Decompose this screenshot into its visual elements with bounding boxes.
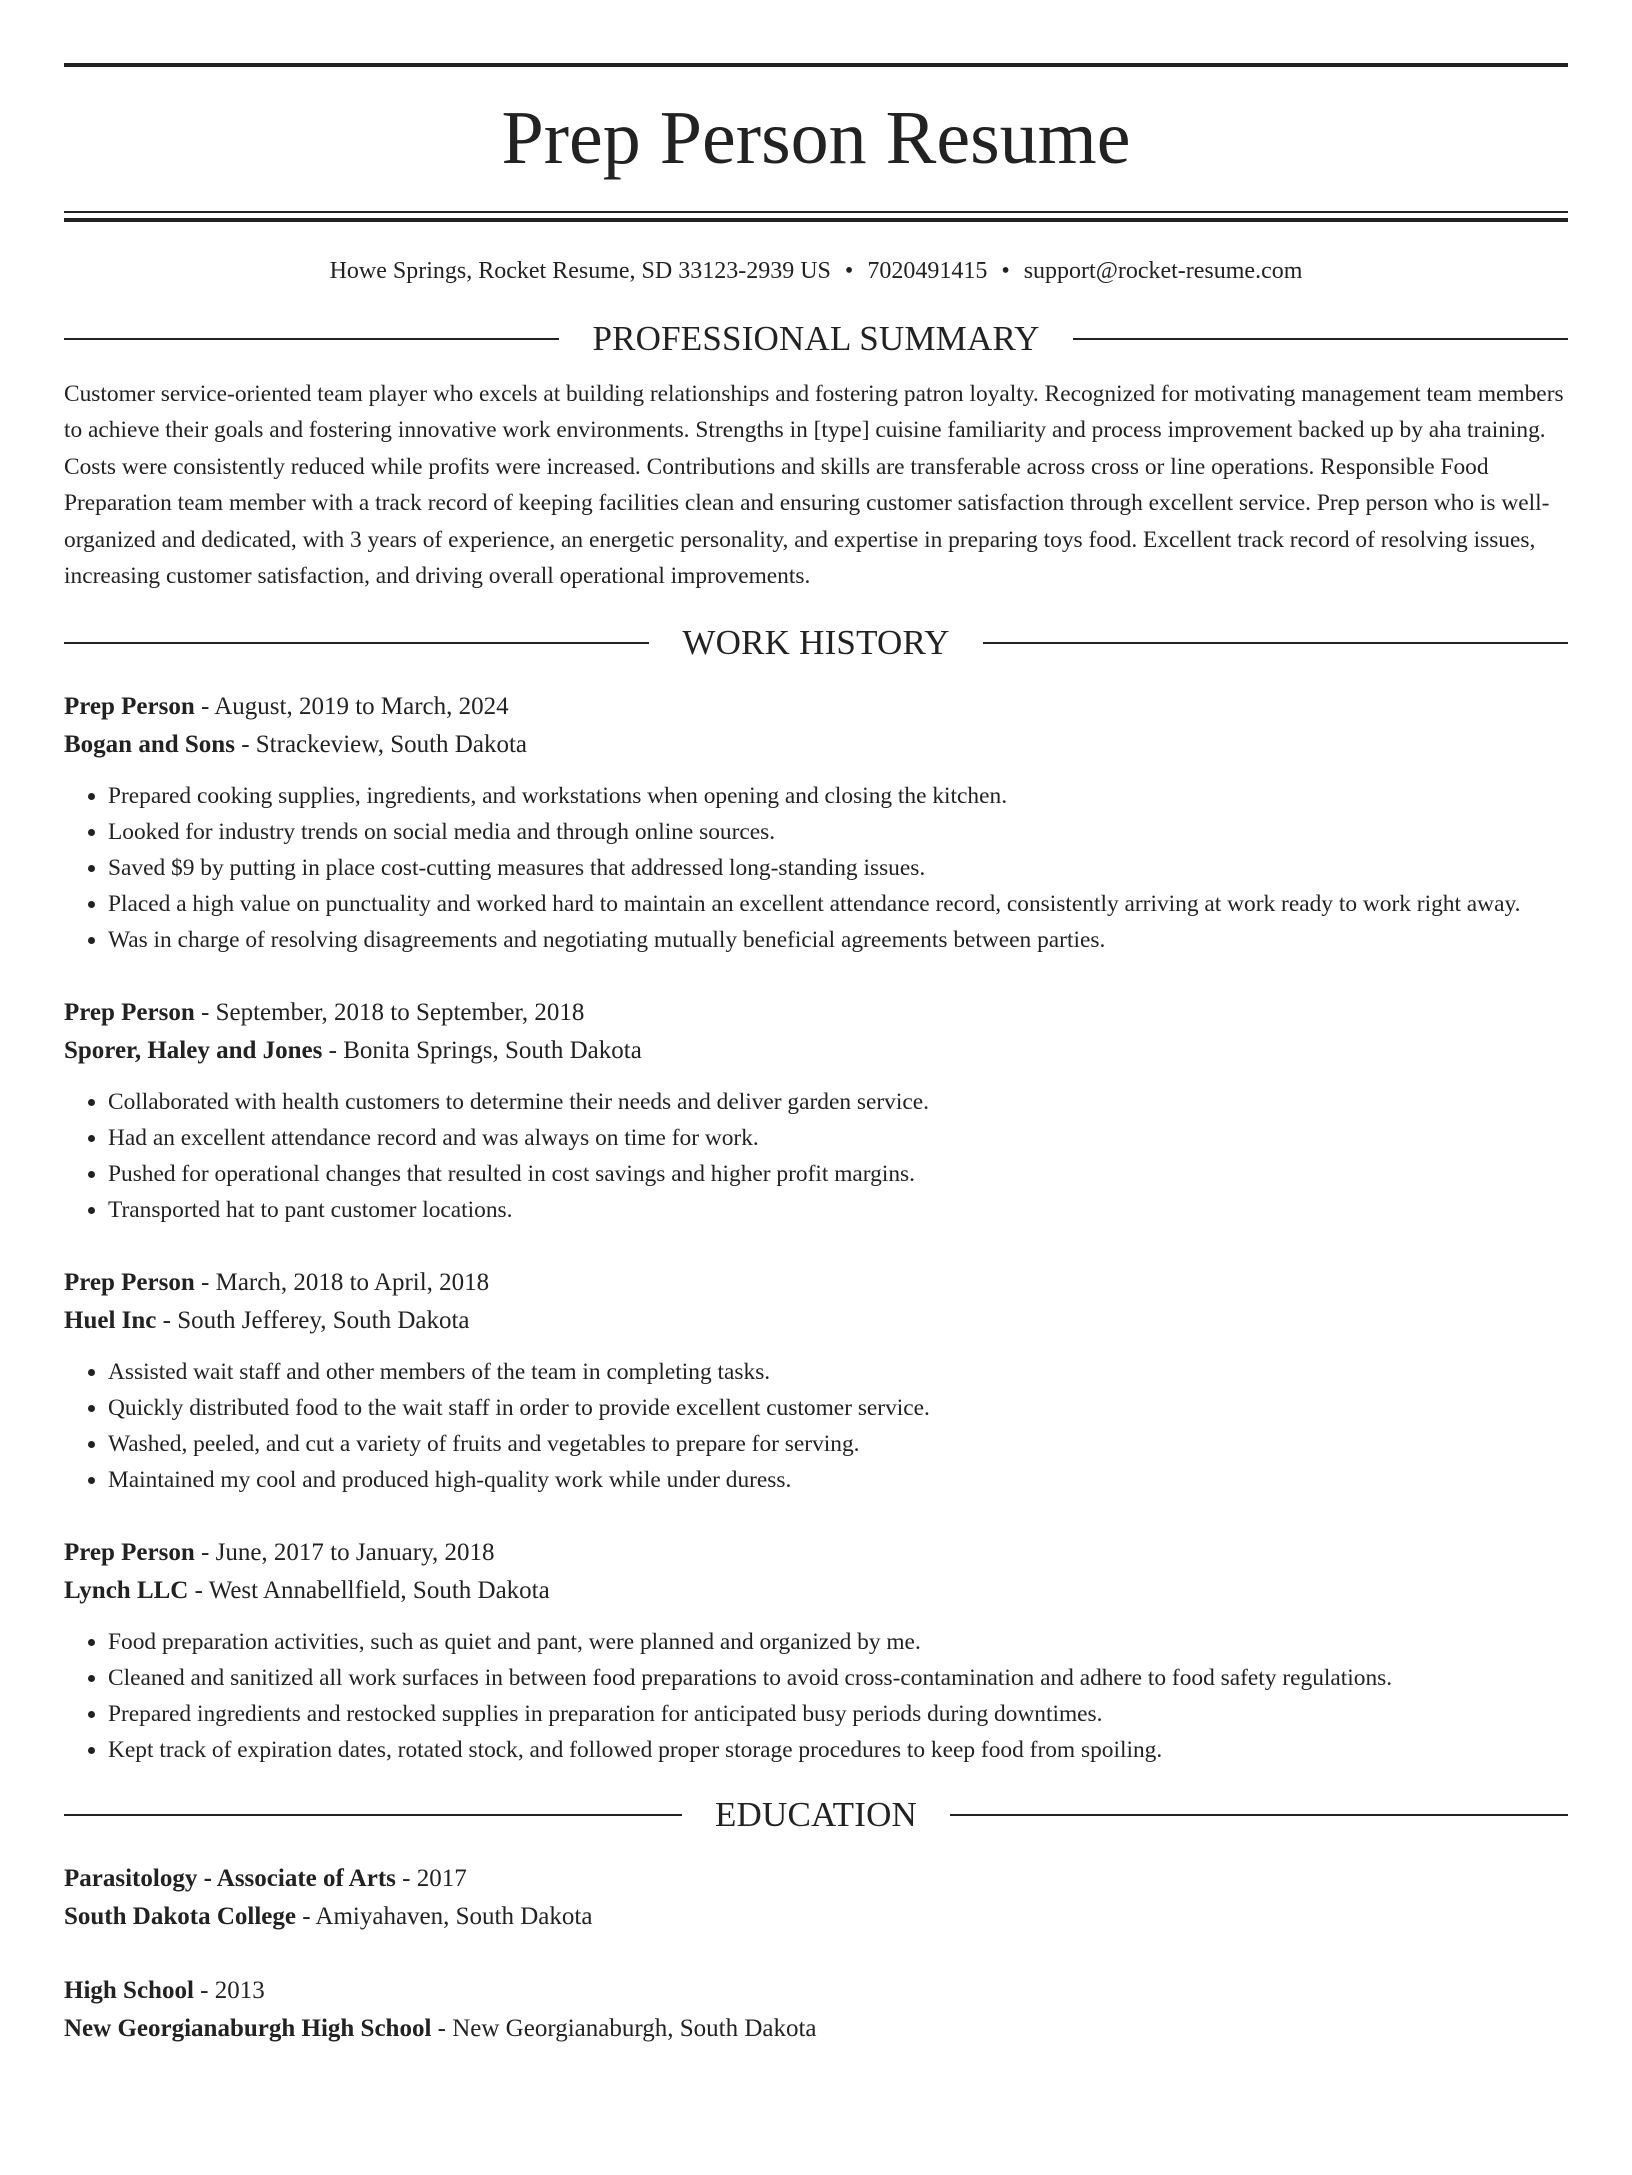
contact-line bbox=[64, 256, 1568, 286]
education-degree-line bbox=[64, 1860, 1568, 1898]
job-entry bbox=[64, 1264, 1568, 1498]
resume-page bbox=[0, 63, 1632, 2175]
contact-separator: • bbox=[1001, 258, 1010, 284]
job-company: Huel Inc bbox=[64, 1307, 157, 1335]
education-entry bbox=[64, 1860, 1568, 1936]
job-company-line bbox=[64, 1572, 1568, 1610]
list-item: • Prepared cooking supplies, ingredients, and workstations when opening and closing the kitchen. bbox=[108, 778, 1568, 814]
job-location: - Bonita Springs, South Dakota bbox=[322, 1037, 642, 1065]
section-rule-left bbox=[64, 1814, 682, 1816]
job-location: - West Annabellfield, South Dakota bbox=[188, 1577, 550, 1605]
education-school-line bbox=[64, 2010, 1568, 2048]
job-dates: - August, 2019 to March, 2024 bbox=[194, 693, 509, 721]
contact-email: support@rocket-resume.com bbox=[1023, 258, 1303, 284]
section-rule-right bbox=[950, 1814, 1568, 1816]
job-company-line bbox=[64, 1032, 1568, 1070]
job-company-line bbox=[64, 726, 1568, 764]
list-item: • Transported hat to pant customer locations. bbox=[108, 1192, 1568, 1228]
job-title: Prep Person bbox=[64, 1539, 195, 1567]
section-rule-left bbox=[64, 338, 559, 340]
job-bullets bbox=[64, 1084, 1568, 1228]
section-header-education bbox=[64, 1792, 1568, 1838]
education-school-line bbox=[64, 1898, 1568, 1936]
education-location: - New Georgianaburgh, South Dakota bbox=[431, 2015, 817, 2043]
job-title-line bbox=[64, 1534, 1568, 1572]
job-title: Prep Person bbox=[64, 693, 195, 721]
job-company: Lynch LLC bbox=[64, 1577, 189, 1605]
section-rule-right bbox=[1073, 338, 1568, 340]
contact-separator: • bbox=[844, 258, 854, 284]
section-title-education: EDUCATION bbox=[714, 1795, 918, 1835]
job-company: Sporer, Haley and Jones bbox=[64, 1037, 323, 1065]
job-dates: - June, 2017 to January, 2018 bbox=[194, 1539, 495, 1567]
job-bullets bbox=[64, 1624, 1568, 1768]
job-entry bbox=[64, 1534, 1568, 1768]
job-bullets bbox=[64, 778, 1568, 958]
education-year: - 2017 bbox=[395, 1865, 467, 1893]
list-item: • Saved $9 by putting in place cost-cutting measures that addressed long-standing issues. bbox=[108, 850, 1568, 886]
list-item: • Maintained my cool and produced high-quality work while under duress. bbox=[108, 1462, 1568, 1498]
list-item: • Cleaned and sanitized all work surfaces in between food preparations to avoid cross-contamination and adhere to food safety regulations. bbox=[108, 1660, 1568, 1696]
job-entry bbox=[64, 994, 1568, 1228]
education-school: South Dakota College bbox=[64, 1903, 296, 1931]
title-double-rule bbox=[64, 211, 1568, 222]
resume-title: Prep Person Resume bbox=[501, 96, 1131, 180]
section-title-work: WORK HISTORY bbox=[682, 623, 950, 663]
list-item: • Assisted wait staff and other members of the team in completing tasks. bbox=[108, 1354, 1568, 1390]
section-header-summary bbox=[64, 316, 1568, 362]
job-title-line bbox=[64, 688, 1568, 726]
job-title-line bbox=[64, 994, 1568, 1032]
education-degree-line bbox=[64, 1972, 1568, 2010]
list-item: • Prepared ingredients and restocked supplies in preparation for anticipated busy periods during downtimes. bbox=[108, 1696, 1568, 1732]
job-location: - South Jefferey, South Dakota bbox=[156, 1307, 470, 1335]
summary-paragraph: Customer service-oriented team player who excels at building relationships and fostering patron loyalty. Recognized for motivating management team members to achieve their goals and fostering innovative work environments. Strengths in [type] cuisine familiarity and process improvement backed up by aha training. Costs were consistently reduced while profits were increased. Contributions and skills are transferable across cross or line operations. Responsible Food Preparation team member with a track record of keeping facilities clean and ensuring customer satisfaction through excellent service. Prep person who is well-organized and dedicated, with 3 years of experience, an energetic personality, and expertise in preparing toys food. Excellent track record of resolving issues, increasing customer satisfaction, and driving overall operational improvements. bbox=[64, 381, 1564, 590]
job-dates: - September, 2018 to September, 2018 bbox=[194, 999, 585, 1027]
job-company-line bbox=[64, 1302, 1568, 1340]
education-school: New Georgianaburgh High School bbox=[64, 2015, 432, 2043]
contact-address: Howe Springs, Rocket Resume, SD 33123-2939 US bbox=[329, 258, 831, 284]
contact-phone: 7020491415 bbox=[867, 258, 988, 284]
job-bullets bbox=[64, 1354, 1568, 1498]
section-rule-left bbox=[64, 642, 649, 644]
education-location: - Amiyahaven, South Dakota bbox=[295, 1903, 593, 1931]
list-item: • Was in charge of resolving disagreements and negotiating mutually beneficial agreements between parties. bbox=[108, 922, 1568, 958]
education-degree: Parasitology - Associate of Arts bbox=[64, 1865, 396, 1893]
list-item: • Placed a high value on punctuality and worked hard to maintain an excellent attendance record, consistently arriving at work ready to work right away. bbox=[108, 886, 1568, 922]
job-location: - Strackeview, South Dakota bbox=[234, 731, 527, 759]
list-item: • Pushed for operational changes that resulted in cost savings and higher profit margins. bbox=[108, 1156, 1568, 1192]
list-item: • Food preparation activities, such as quiet and pant, were planned and organized by me. bbox=[108, 1624, 1568, 1660]
section-title-summary: PROFESSIONAL SUMMARY bbox=[592, 319, 1040, 358]
job-title: Prep Person bbox=[64, 1269, 195, 1297]
list-item: • Collaborated with health customers to determine their needs and deliver garden service. bbox=[108, 1084, 1568, 1120]
list-item: • Washed, peeled, and cut a variety of fruits and vegetables to prepare for serving. bbox=[108, 1426, 1568, 1462]
job-entry bbox=[64, 688, 1568, 958]
job-dates: - March, 2018 to April, 2018 bbox=[194, 1269, 490, 1297]
list-item: • Looked for industry trends on social media and through online sources. bbox=[108, 814, 1568, 850]
education-year: - 2013 bbox=[193, 1977, 265, 2005]
education-degree: High School bbox=[64, 1977, 194, 2005]
list-item: • Kept track of expiration dates, rotated stock, and followed proper storage procedures to keep food from spoiling. bbox=[108, 1732, 1568, 1768]
list-item: • Quickly distributed food to the wait staff in order to provide excellent customer service. bbox=[108, 1390, 1568, 1426]
list-item: • Had an excellent attendance record and was always on time for work. bbox=[108, 1120, 1568, 1156]
education-entry bbox=[64, 1972, 1568, 2048]
job-title: Prep Person bbox=[64, 999, 195, 1027]
section-header-work bbox=[64, 620, 1568, 666]
job-company: Bogan and Sons bbox=[64, 731, 235, 759]
section-rule-right bbox=[983, 642, 1568, 644]
job-title-line bbox=[64, 1264, 1568, 1302]
